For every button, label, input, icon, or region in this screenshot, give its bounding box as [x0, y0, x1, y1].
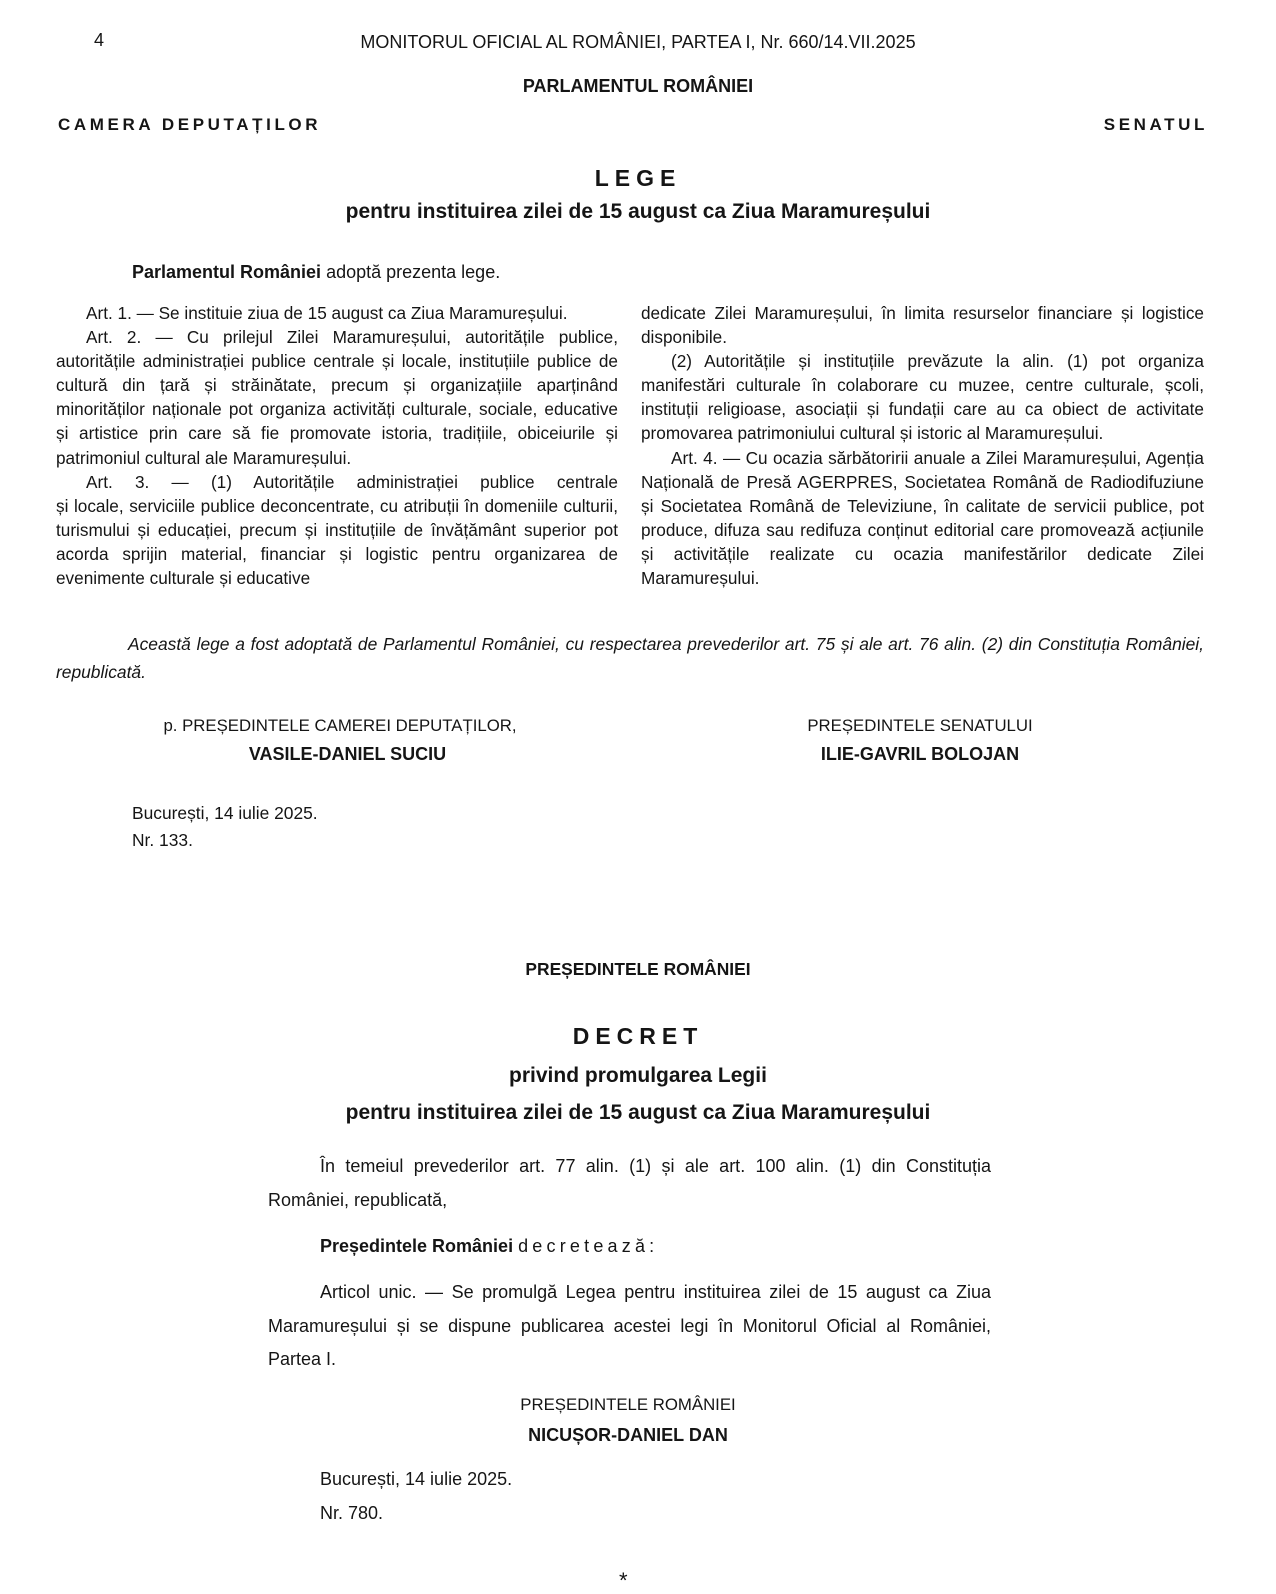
parliament-heading: PARLAMENTUL ROMÂNIEI — [522, 76, 754, 96]
decree-place-date: București, 14 iulie 2025. — [320, 1469, 513, 1489]
article-3-continued-left: și locale, serviciile publice deconcentrate, cu atribuții în domeniile culturii, turismului și educației, precum și instituțiile de învățământ superior pot acorda sprijin material, financiar și logistic pentru organizarea de evenimente culturale și educative — [56, 495, 618, 589]
decree-article-text: Articol unic. — Se promulgă Legea pentru instituirea zilei de 15 august ca Ziua Maramureșului și se dispune publicarea acestei legi în Monitorul Oficial al României, Partea I. — [268, 1282, 991, 1369]
article-3-first-line: Art. 3. — (1) Autoritățile administrației publice centrale — [86, 471, 618, 492]
adoption-statement — [132, 262, 500, 283]
article-3-continued-right: dedicate Zilei Maramureșului, în limita resurselor financiare și logistice disponibile. — [641, 303, 1204, 348]
decree-formula-subject: Președintele României — [320, 1236, 514, 1256]
articles-left-column — [56, 301, 618, 590]
decree-basis-text: În temeiul prevederilor art. 77 alin. (1) și ale art. 100 alin. (1) din Constituția României, republicată, — [268, 1156, 991, 1210]
decree-subtitle: privind promulgarea Legii — [509, 1064, 767, 1087]
decree-type-heading: DECRET — [572, 1023, 704, 1049]
law-place-and-number — [132, 800, 318, 854]
adoption-text: adoptă prezenta lege. — [321, 262, 501, 282]
chamber-right-heading: SENATUL — [1103, 115, 1208, 134]
article-3-paragraph-2: (2) Autoritățile și instituțiile prevăzute la alin. (1) pot organiza manifestări culturale în colaborare cu muzee, centre culturale, școli, instituții religioase, asociații și fundații care au ca obiect de activitate promovarea patrimoniului cultural și istoric al Maramureșului. — [641, 351, 1204, 444]
adoption-closing-statement — [56, 630, 1204, 686]
law-number: Nr. 133. — [132, 830, 193, 850]
decree-article — [268, 1276, 991, 1377]
signature-right-role: PREȘEDINTELE SENATULUI — [807, 716, 1033, 735]
closing-text: Această lege a fost adoptată de Parlamentul României, cu respectarea prevederilor art. 75 și ale art. 76 alin. (2) din Constituția României, republicată. — [56, 634, 1204, 682]
decree-number: Nr. 780. — [320, 1503, 384, 1523]
signature-left-role: p. PREȘEDINTELE CAMEREI DEPUTAȚILOR, — [163, 716, 517, 735]
article-2: Art. 2. — Cu prilejul Zilei Maramureșului, autoritățile publice, autoritățile administrației publice centrale și locale, instituțiile publice de cultură din țară și străinătate, precum și organizațiile aparținând minorităților naționale pot organiza activități culturale, sociale, educative și artistice prin care să fie promovate istoria, tradițiile, obiceiurile și patrimoniul cultural ale Maramureșului. — [56, 327, 618, 468]
articles-right-column — [641, 301, 1204, 590]
signature-left-name: VASILE-DANIEL SUCIU — [248, 744, 447, 764]
publication-header: MONITORUL OFICIAL AL ROMÂNIEI, PARTEA I, Nr. 660/14.VII.2025 — [360, 32, 916, 52]
decree-signature-role: PREȘEDINTELE ROMÂNIEI — [520, 1395, 736, 1414]
law-title: pentru instituirea zilei de 15 august ca Ziua Maramureșului — [345, 200, 931, 223]
decree-issuer-heading: PREȘEDINTELE ROMÂNIEI — [525, 959, 751, 979]
page-number: 4 — [94, 30, 105, 50]
article-1: Art. 1. — Se instituie ziua de 15 august ca Ziua Maramureșului. — [86, 303, 568, 323]
chamber-left-heading: CAMERA DEPUTAȚILOR — [58, 115, 322, 134]
decree-legal-basis — [268, 1150, 991, 1217]
decree-formula-verb: decretează — [518, 1236, 650, 1256]
article-4: Art. 4. — Cu ocazia sărbătoririi anuale a Zilei Maramureșului, Agenția Națională de Presă AGERPRES, Societatea Română de Radiodifuziune și Societatea Română de Televiziune, în calitate de servicii publice, pot produce, difuza sau redifuza conținut editorial care promovează acțiunile și activitățile realizate cu ocazia manifestărilor dedicate Zilei Maramureșului. — [641, 447, 1204, 589]
adoption-subject: Parlamentul României — [132, 262, 322, 282]
decree-title: pentru instituirea zilei de 15 august ca Ziua Maramureșului — [345, 1101, 931, 1124]
signature-right-name: ILIE-GAVRIL BOLOJAN — [820, 744, 1020, 764]
law-place-date: București, 14 iulie 2025. — [132, 803, 318, 823]
decree-formula — [320, 1236, 654, 1257]
law-type-heading: LEGE — [594, 165, 682, 191]
decree-place-and-number — [320, 1462, 512, 1530]
decree-formula-colon: : — [649, 1236, 655, 1256]
separator-star: * — [619, 1568, 628, 1593]
decree-signature-name: NICUȘOR-DANIEL DAN — [528, 1425, 728, 1445]
